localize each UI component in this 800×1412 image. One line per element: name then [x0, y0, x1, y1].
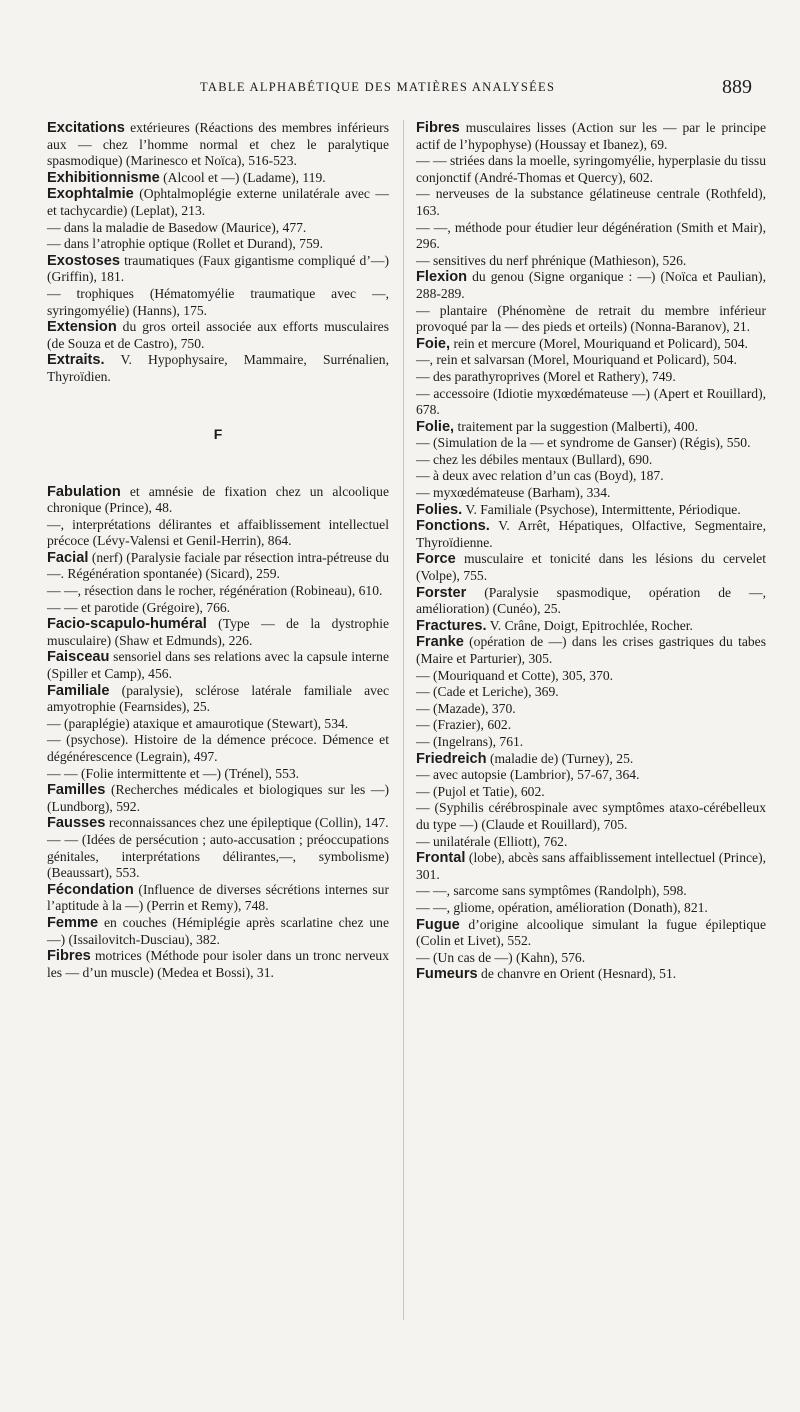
entry-text: reconnaissances chez une épileptique (Collin), 147. — [105, 815, 389, 831]
index-entry — [416, 419, 766, 436]
index-entry — [416, 369, 766, 386]
index-entry — [416, 717, 766, 734]
entry-text: — chez les débiles mentaux (Bullard), 690. — [416, 451, 653, 467]
entry-text: — (Pujol et Tatie), 602. — [416, 783, 545, 799]
entry-text: musculaire et tonicité dans les lésions du cervelet (Volpe), 755. — [416, 551, 766, 584]
index-entry — [47, 915, 389, 948]
entry-text: — avec autopsie (Lambrior), 57-67, 364. — [416, 767, 640, 783]
index-entry — [416, 751, 766, 768]
index-entry — [416, 253, 766, 270]
index-entry — [416, 303, 766, 336]
entry-headword: Forster — [416, 584, 467, 601]
entry-headword: Fugue — [416, 916, 460, 933]
entry-text: et amnésie de fixation chez un alcoolique chronique (Prince), 48. — [47, 483, 389, 516]
entry-text: (Alcool et —) (Ladame), 119. — [159, 169, 326, 185]
entry-text: (Influence de diverses sécrétions internes sur l’aptitude à la —) (Perrin et Remy), 748. — [47, 881, 389, 914]
running-title: TABLE ALPHABÉTIQUE DES MATIÈRES ANALYSÉES — [200, 80, 556, 94]
index-entry — [416, 386, 766, 419]
entry-text: — (Un cas de —) (Kahn), 576. — [416, 949, 586, 965]
index-entry — [416, 435, 766, 452]
index-entry — [416, 668, 766, 685]
entry-text: — (Simulation de la — et syndrome de Ganser) (Régis), 550. — [416, 435, 751, 451]
entry-text: en couches (Hémiplégie après scarlatine chez une —) (Issailovitch-Dusciau), 382. — [47, 914, 389, 947]
index-entry — [416, 518, 766, 551]
index-entry — [47, 600, 389, 617]
entry-headword: Exhibitionnisme — [47, 169, 160, 186]
entry-headword: Familles — [47, 782, 106, 799]
index-entry — [416, 502, 766, 519]
entry-headword: Frontal — [416, 850, 466, 867]
entry-text: sensoriel dans ses relations avec la capsule interne (Spiller et Camp), 456. — [47, 649, 389, 682]
index-entry — [416, 551, 766, 584]
index-entry — [416, 269, 766, 302]
index-entry — [47, 649, 389, 682]
entry-text: rein et mercure (Morel, Mouriquand et Policard), 504. — [450, 335, 748, 351]
index-entry — [416, 883, 766, 900]
index-entry — [47, 766, 389, 783]
index-entry — [416, 701, 766, 718]
index-entry — [416, 800, 766, 833]
left-entries-top — [47, 120, 389, 386]
entry-headword: Faisceau — [47, 649, 110, 666]
entry-text: d’origine alcoolique simulant la fugue épileptique (Colin et Livet), 552. — [416, 916, 766, 949]
entry-headword: Fabulation — [47, 483, 121, 500]
entry-text: — nerveuses de la substance gélatineuse centrale (Rothfeld), 163. — [416, 186, 766, 218]
entry-text: — —, gliome, opération, amélioration (Donath), 821. — [416, 899, 708, 915]
entry-text: — (paraplégie) ataxique et amaurotique (Stewart), 534. — [47, 715, 349, 731]
index-entry — [47, 616, 389, 649]
index-entry — [416, 917, 766, 950]
entry-headword: Facio-scapulo-huméral — [47, 616, 207, 633]
entry-text: — trophiques (Hématomyélie traumatique avec —, syringomyélie) (Hanns), 175. — [47, 285, 389, 318]
entry-text: traitement par la suggestion (Malberti), 400. — [454, 418, 698, 434]
index-entry — [416, 900, 766, 917]
entry-headword: Fibres — [47, 948, 91, 965]
index-entry — [47, 120, 389, 170]
entry-headword: Fumeurs — [416, 966, 478, 983]
index-entry — [416, 153, 766, 186]
index-entry — [416, 452, 766, 469]
entry-text: —, rein et salvarsan (Morel, Mouriquand et Policard), 504. — [416, 352, 737, 368]
index-entry — [47, 550, 389, 583]
entry-text: — (Ingelrans), 761. — [416, 733, 524, 749]
entry-headword: Excitations — [47, 120, 125, 136]
index-entry — [416, 186, 766, 219]
entry-headword: Facial — [47, 549, 89, 566]
entry-text: du gros orteil associée aux efforts musculaires (de Souza et de Castro), 750. — [47, 319, 389, 351]
column-divider — [403, 120, 404, 1320]
entry-text: — sensitives du nerf phrénique (Mathieson), 526. — [416, 252, 687, 268]
entry-headword: Force — [416, 551, 456, 568]
entry-text: (nerf) (Paralysie faciale par résection intra-pétreuse du —. Régénération spontanée) (Sicard), 259. — [47, 549, 389, 582]
entry-text: (lobe), abcès sans affaiblissement intellectuel (Prince), 301. — [416, 850, 766, 882]
entry-text: (Paralysie spasmodique, opération de —, amélioration) (Cunéo), 25. — [416, 584, 766, 617]
index-entry — [416, 352, 766, 369]
index-entry — [47, 170, 389, 187]
entry-headword: Folies. — [416, 501, 463, 518]
index-entry — [416, 468, 766, 485]
entry-text: extérieures (Réactions des membres inférieurs aux — chez l’homme normal et chez le paralytique spasmodique) (Marinesco et Noïca), 516-523. — [47, 120, 389, 169]
entry-text: V. Arrêt, Hépatiques, Olfactive, Segmentaire, Thyroïdienne. — [416, 518, 766, 550]
entry-text: — plantaire (Phénomène de retrait du membre inférieur provoqué par la — des pieds et orteils) (Nonna-Baranov), 21. — [416, 302, 766, 335]
index-entry — [47, 815, 389, 832]
entry-text: — (Syphilis cérébrospinale avec symptômes ataxo-cérébelleux du type —) (Claude et Rouillard), 705. — [416, 800, 766, 832]
entry-headword: Flexion — [416, 269, 468, 286]
entry-text: (maladie de) (Turney), 25. — [486, 750, 634, 766]
entry-text: — dans la maladie de Basedow (Maurice), 477. — [47, 219, 307, 235]
index-entry — [47, 832, 389, 882]
index-entry — [416, 336, 766, 353]
entry-headword: Exophtalmie — [47, 186, 134, 203]
index-entry — [416, 850, 766, 883]
entry-text: V. Familiale (Psychose), Intermittente, Périodique. — [462, 501, 741, 517]
entry-text: — (Cade et Leriche), 369. — [416, 684, 559, 700]
entry-text: — (Frazier), 602. — [416, 717, 512, 733]
entry-headword: Fonctions. — [416, 518, 490, 535]
entry-text: (paralysie), sclérose latérale familiale avec amyotrophie (Fearnsides), 25. — [47, 682, 389, 715]
entry-text: — —, sarcome sans symptômes (Randolph), 598. — [416, 883, 687, 899]
entry-text: — myxœdémateuse (Barham), 334. — [416, 485, 611, 501]
section-letter: F — [213, 425, 223, 442]
index-entry — [416, 834, 766, 851]
entry-headword: Extension — [47, 319, 117, 336]
entry-headword: Folie, — [416, 418, 455, 435]
entry-text: — (Mazade), 370. — [416, 700, 516, 716]
entry-text: du genou (Signe organique : —) (Noïca et Paulian), 288-289. — [416, 269, 766, 301]
entry-text: — des parathyroprives (Morel et Rathery), 749. — [416, 368, 676, 384]
entry-text: — —, méthode pour étudier leur dégénération (Smith et Mair), 296. — [416, 219, 766, 252]
index-entry — [47, 220, 389, 237]
index-entry — [47, 253, 389, 286]
index-entry — [47, 484, 389, 517]
entry-text: — unilatérale (Elliott), 762. — [416, 833, 568, 849]
entry-text: — — striées dans la moelle, syringomyélie, hyperplasie du tissu conjonctif (André-Thomas et Quercy), 602. — [416, 153, 766, 185]
entry-headword: Franke — [416, 634, 464, 651]
entry-text: —, interprétations délirantes et affaiblissement intellectuel précoce (Lévy-Valensi et Genil-Herrin), 864. — [47, 516, 389, 549]
index-entry — [416, 784, 766, 801]
entry-text: — — (Folie intermittente et —) (Trénel), 553. — [47, 765, 300, 781]
index-entry — [416, 585, 766, 618]
entry-text: V. Hypophysaire, Mammaire, Surrénalien, Thyroïdien. — [47, 352, 389, 384]
entry-headword: Friedreich — [416, 750, 487, 767]
entry-text: (Type — de la dystrophie musculaire) (Shaw et Edmunds), 226. — [47, 616, 389, 648]
entry-text: — (Mouriquand et Cotte), 305, 370. — [416, 667, 614, 683]
left-entries-bottom — [47, 484, 389, 982]
index-entry — [47, 186, 389, 219]
entry-headword: Femme — [47, 914, 99, 931]
index-entry — [47, 319, 389, 352]
right-column — [416, 120, 766, 983]
entry-headword: Fibres — [416, 120, 460, 136]
index-entry — [416, 220, 766, 253]
index-entry — [47, 352, 389, 385]
index-entry — [47, 782, 389, 815]
entry-text: — —, résection dans le rocher, régénération (Robineau), 610. — [47, 583, 383, 599]
right-entries — [416, 120, 766, 983]
entry-headword: Fractures. — [416, 617, 487, 634]
index-entry — [416, 618, 766, 635]
entry-headword: Familiale — [47, 682, 110, 699]
index-entry — [47, 683, 389, 716]
entry-headword: Exostoses — [47, 252, 121, 269]
entry-headword: Fécondation — [47, 881, 134, 898]
entry-text: — accessoire (Idiotie myxœdémateuse —) (Apert et Rouillard), 678. — [416, 385, 766, 418]
index-entry — [47, 583, 389, 600]
entry-text: — à deux avec relation d’un cas (Boyd), 187. — [416, 468, 664, 484]
index-entry — [416, 634, 766, 667]
index-entry — [47, 716, 389, 733]
entry-text: motrices (Méthode pour isoler dans un tronc nerveux les — d’un muscle) (Medea et Bossi), 31. — [47, 948, 389, 980]
entry-headword: Foie, — [416, 335, 451, 352]
index-entry — [47, 517, 389, 550]
entry-text: (opération de —) dans les crises gastriques du tabes (Maire et Parturier), 305. — [416, 634, 766, 666]
index-entry — [416, 767, 766, 784]
index-entry — [416, 966, 766, 983]
index-entry — [416, 734, 766, 751]
index-entry — [47, 882, 389, 915]
index-entry — [47, 286, 389, 319]
entry-text: traumatiques (Faux gigantisme compliqué d’—) (Griffin), 181. — [47, 252, 389, 285]
entry-text: — — (Idées de persécution ; auto-accusation ; préoccupations génitales, interprétations délirantes,—, symbolisme) (Beaussart), 553. — [47, 831, 389, 881]
entry-text: — dans l’atrophie optique (Rollet et Durand), 759. — [47, 236, 323, 252]
index-entry — [47, 236, 389, 253]
index-entry — [416, 485, 766, 502]
entry-headword: Extraits. — [47, 352, 105, 369]
index-entry — [416, 684, 766, 701]
entry-text: musculaires lisses (Action sur les — par le principe actif de l’hypophyse) (Houssay et Ibanez), 69. — [416, 120, 766, 152]
entry-text: de chanvre en Orient (Hesnard), 51. — [477, 966, 677, 982]
page-number: 889 — [722, 76, 752, 98]
page-header — [0, 76, 800, 102]
entry-headword: Fausses — [47, 815, 106, 832]
index-entry — [416, 950, 766, 967]
entry-text: — — et parotide (Grégoire), 766. — [47, 599, 231, 615]
entry-text: (Recherches médicales et biologiques sur les —) (Lundborg), 592. — [47, 782, 389, 814]
index-entry — [47, 732, 389, 765]
index-entry — [47, 948, 389, 981]
left-column — [47, 120, 389, 981]
entry-text: V. Crâne, Doigt, Epitrochlée, Rocher. — [486, 617, 693, 633]
index-entry — [416, 120, 766, 153]
entry-text: — (psychose). Histoire de la démence précoce. Démence et dégénérescence (Legrain), 497. — [47, 732, 389, 764]
entry-text: (Ophtalmoplégie externe unilatérale avec — et tachycardie) (Leplat), 213. — [47, 186, 389, 218]
